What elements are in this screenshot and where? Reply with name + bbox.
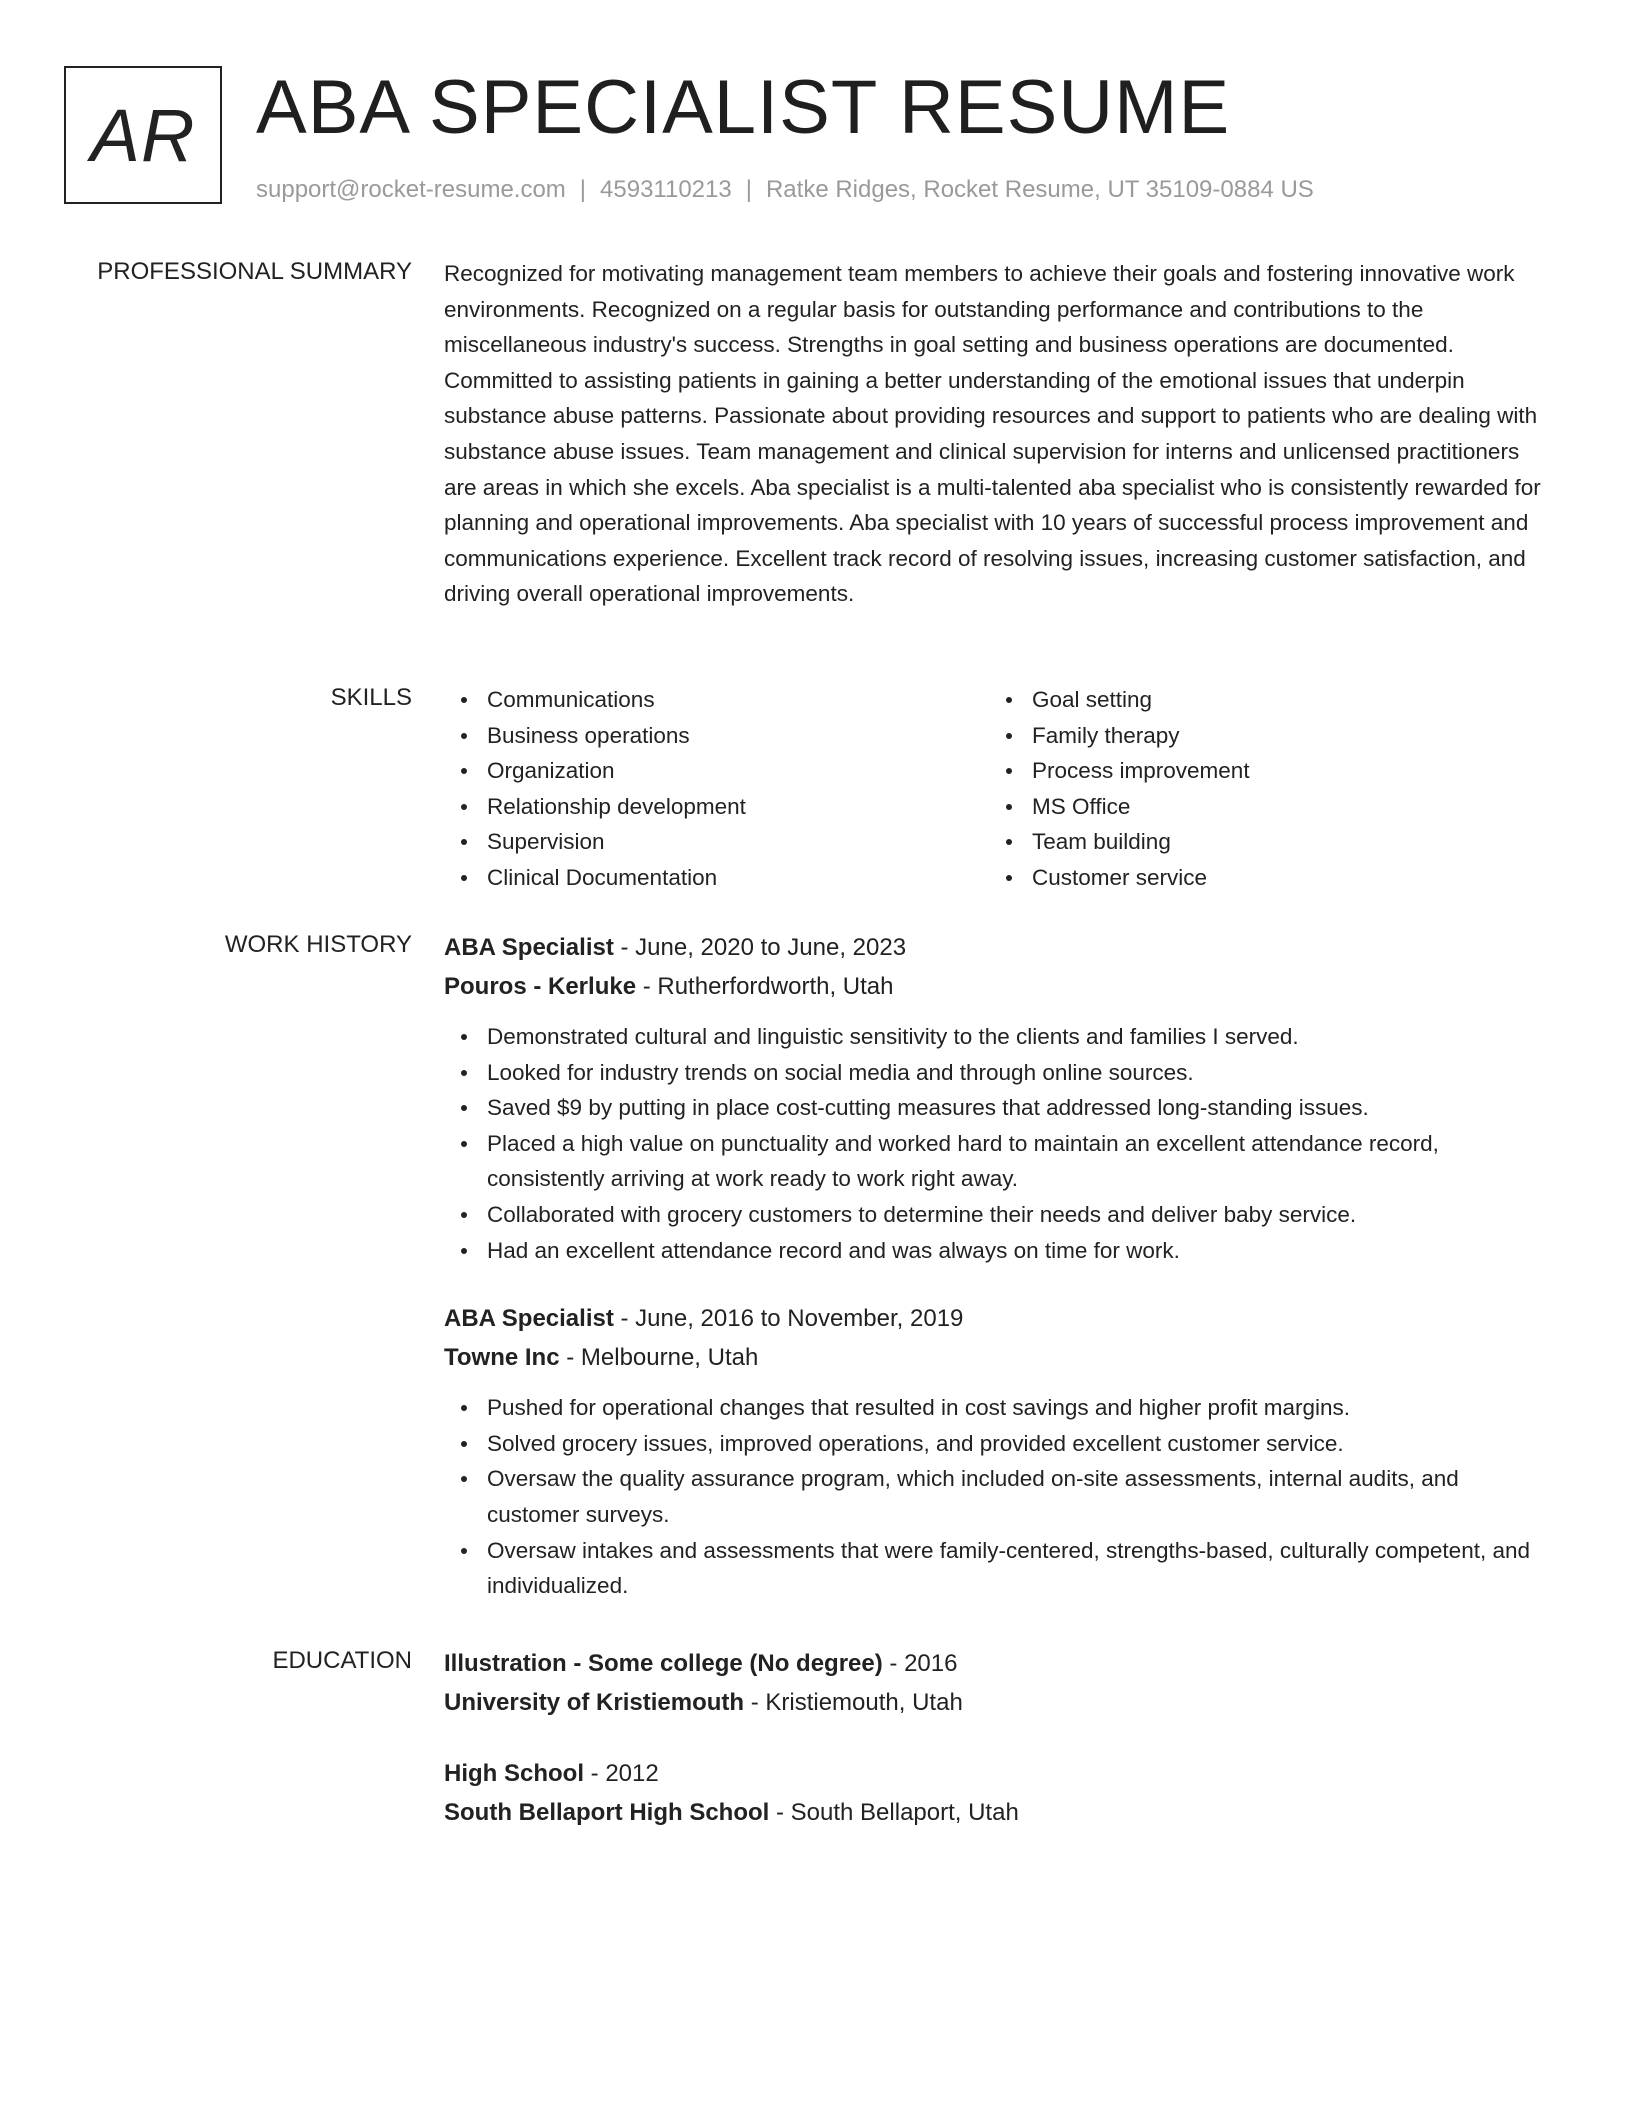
skill-item: Customer service	[989, 860, 1534, 896]
skill-item: Communications	[444, 682, 989, 718]
education-degree-line	[444, 1754, 1556, 1793]
job-company-line	[444, 967, 1556, 1006]
initials-monogram: AR	[64, 66, 222, 204]
education-school-line	[444, 1683, 1556, 1722]
work-history-label: WORK HISTORY	[224, 931, 412, 958]
contact-separator: |	[745, 176, 752, 203]
job-title: ABA Specialist	[444, 1305, 614, 1333]
skills-list-right	[989, 682, 1534, 896]
contact-separator: |	[579, 176, 587, 203]
education-entry	[444, 1754, 1556, 1832]
skill-item: Family therapy	[989, 718, 1534, 754]
contact-address: Ratke Ridges, Rocket Resume, UT 35109-0884 US	[765, 176, 1314, 203]
resume-header	[64, 64, 1564, 214]
job-company: Pouros - Kerluke	[444, 973, 637, 1000]
job-bullet: Looked for industry trends on social media and through online sources.	[444, 1055, 1556, 1091]
job-company: Towne Inc	[444, 1344, 560, 1372]
skill-item: Relationship development	[444, 789, 989, 825]
job-location: - Rutherfordworth, Utah	[636, 973, 894, 1000]
education-location: - Kristiemouth, Utah	[744, 1689, 963, 1716]
skill-item: Organization	[444, 753, 989, 789]
job-bullet: Saved $9 by putting in place cost-cutting measures that addressed long-standing issues.	[444, 1090, 1556, 1126]
job-entry	[444, 1299, 1556, 1604]
skill-item: Process improvement	[989, 753, 1534, 789]
education-degree: High School	[444, 1760, 584, 1787]
education-year: - 2016	[882, 1650, 958, 1677]
job-bullet: Pushed for operational changes that resulted in cost savings and higher profit margins.	[444, 1390, 1556, 1426]
education-degree: Illustration - Some college (No degree)	[444, 1650, 883, 1677]
job-title-line	[444, 928, 1556, 967]
job-bullets	[444, 1390, 1556, 1604]
skill-item: Supervision	[444, 824, 989, 860]
skills-list-left	[444, 682, 989, 896]
job-bullet: Collaborated with grocery customers to determine their needs and deliver baby service.	[444, 1197, 1556, 1233]
job-dates: - June, 2020 to June, 2023	[613, 934, 907, 961]
skill-item: Clinical Documentation	[444, 860, 989, 896]
summary-text: Recognized for motivating management team members to achieve their goals and fostering innovative work environments. Recognized on a regular basis for outstanding performance and contributions to the miscellaneous industry's success. Strengths in goal setting and business operations are documented. Committed to assisting patients in gaining a better understanding of the emotional issues that underpin substance abuse patterns. Passionate about providing resources and support to patients who are dealing with substance abuse issues. Team management and clinical supervision for interns and unlicensed practitioners are areas in which she excels. Aba specialist is a multi-talented aba specialist who is consistently rewarded for planning and operational improvements. Aba specialist with 10 years of successful process improvement and communications experience. Excellent track record of resolving issues, increasing customer satisfaction, and driving overall operational improvements.	[444, 261, 1541, 607]
job-bullet: Oversaw the quality assurance program, which included on-site assessments, internal audits, and customer surveys.	[444, 1461, 1556, 1532]
education-year: - 2012	[584, 1760, 659, 1787]
education-school: University of Kristiemouth	[444, 1689, 745, 1716]
education-location: - South Bellaport, Utah	[769, 1799, 1019, 1826]
contact-line	[256, 174, 1314, 206]
job-bullet: Had an excellent attendance record and was always on time for work.	[444, 1233, 1556, 1269]
job-bullets	[444, 1019, 1556, 1268]
skill-item: MS Office	[989, 789, 1534, 825]
job-bullet: Oversaw intakes and assessments that were family-centered, strengths-based, culturally competent, and individualized.	[444, 1533, 1556, 1604]
job-bullet: Demonstrated cultural and linguistic sensitivity to the clients and families I served.	[444, 1019, 1556, 1055]
skill-item: Team building	[989, 824, 1534, 860]
education-degree-line	[444, 1644, 1556, 1683]
education-label: EDUCATION	[272, 1647, 412, 1674]
job-title: ABA Specialist	[444, 934, 614, 961]
skills-label: SKILLS	[330, 684, 412, 711]
job-entry	[444, 928, 1556, 1268]
skill-item: Goal setting	[989, 682, 1534, 718]
job-bullet: Solved grocery issues, improved operations, and provided excellent customer service.	[444, 1426, 1556, 1462]
job-title-line	[444, 1299, 1556, 1338]
education-entry	[444, 1644, 1556, 1722]
contact-phone[interactable]: 4593110213	[600, 176, 732, 203]
education-school-line	[444, 1793, 1556, 1832]
job-company-line	[444, 1338, 1556, 1377]
job-location: - Melbourne, Utah	[559, 1344, 759, 1372]
job-dates: - June, 2016 to November, 2019	[613, 1305, 964, 1333]
contact-email[interactable]: support@rocket-resume.com	[256, 176, 566, 203]
summary-label: PROFESSIONAL SUMMARY	[97, 258, 412, 285]
skill-item: Business operations	[444, 718, 989, 754]
page-title: ABA SPECIALIST RESUME	[256, 65, 1231, 150]
education-school: South Bellaport High School	[444, 1799, 770, 1826]
job-bullet: Placed a high value on punctuality and worked hard to maintain an excellent attendance record, consistently arriving at work ready to work right away.	[444, 1126, 1556, 1197]
